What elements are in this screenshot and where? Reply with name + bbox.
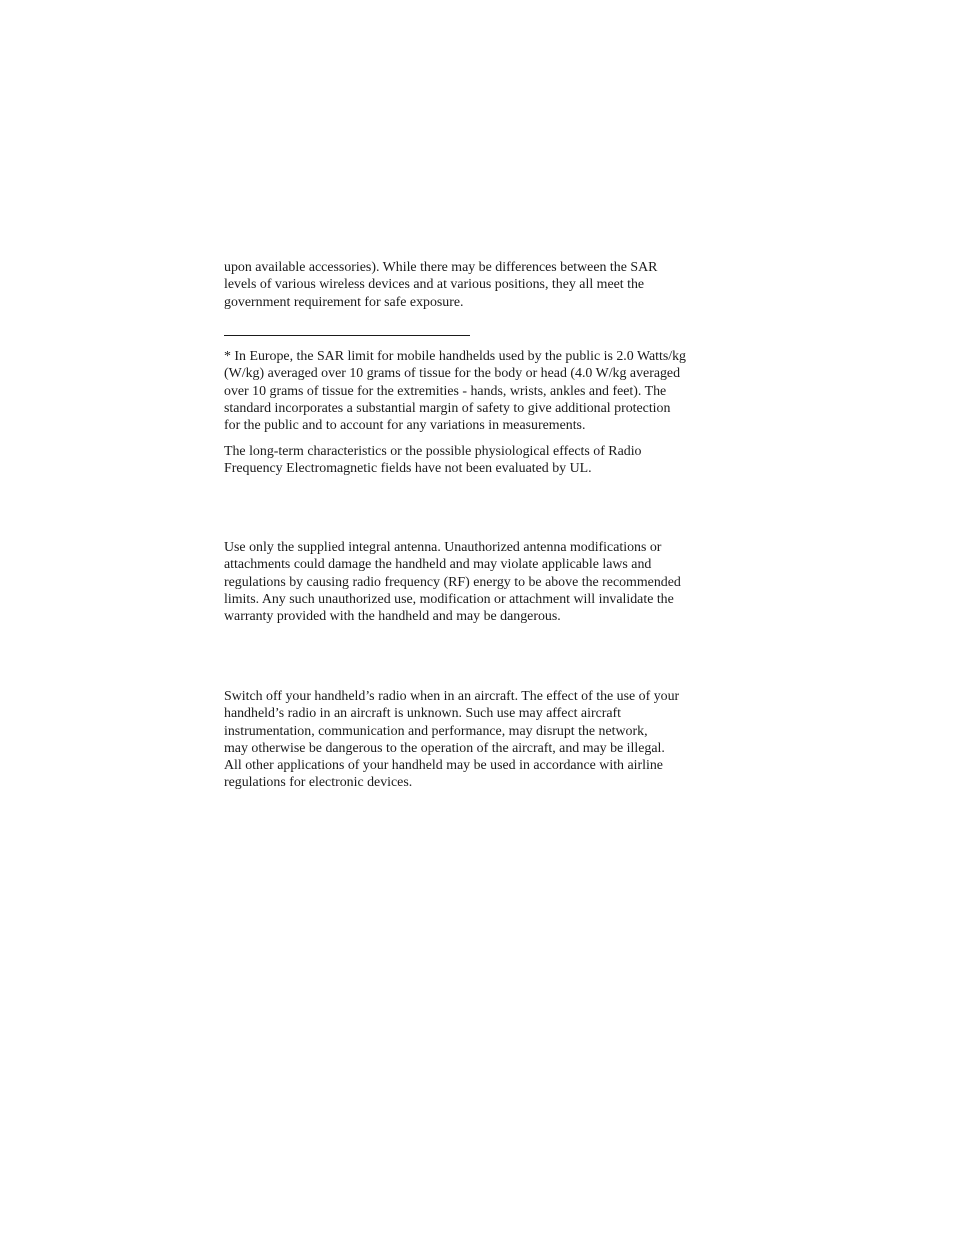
intro-paragraph: upon available accessories). While there may be differences between the SAR levels of various wireless devices and at various positions, they all meet the government requirement for safe exposure. [224, 260, 658, 310]
antenna-paragraph: Use only the supplied integral antenna. Unauthorized antenna modifications or attachments could damage the handheld and may violate applicable laws and regulations by causing radio frequency (RF) energy to be above the recommended limits. Any such unauthorized use, modification or attachment will invalidate the warranty provided with the handheld and may be dangerous. [224, 540, 681, 625]
footnote-separator [224, 335, 470, 336]
sar-footnote-paragraph: * In Europe, the SAR limit for mobile handhelds used by the public is 2.0 Watts/kg (W/kg) averaged over 10 grams of tissue for the body or head (4.0 W/kg averaged over 10 grams of tissue for the extremities - hands, wrists, ankles and feet). The standard incorporates a substantial margin of safety to give additional protection for the public and to account for any variations in measurements. [224, 349, 686, 434]
ul-evaluation-paragraph: The long-term characteristics or the possible physiological effects of Radio Frequency Electromagnetic fields have not been evaluated by UL. [224, 444, 642, 477]
aircraft-paragraph: Switch off your handheld’s radio when in an aircraft. The effect of the use of your handheld’s radio in an aircraft is unknown. Such use may affect aircraft instrumentation, communication and performance, may disrupt the network, may otherwise be dangerous to the operation of the aircraft, and may be illegal. All other applications of your handheld may be used in accordance with airline regulations for electronic devices. [224, 689, 680, 791]
